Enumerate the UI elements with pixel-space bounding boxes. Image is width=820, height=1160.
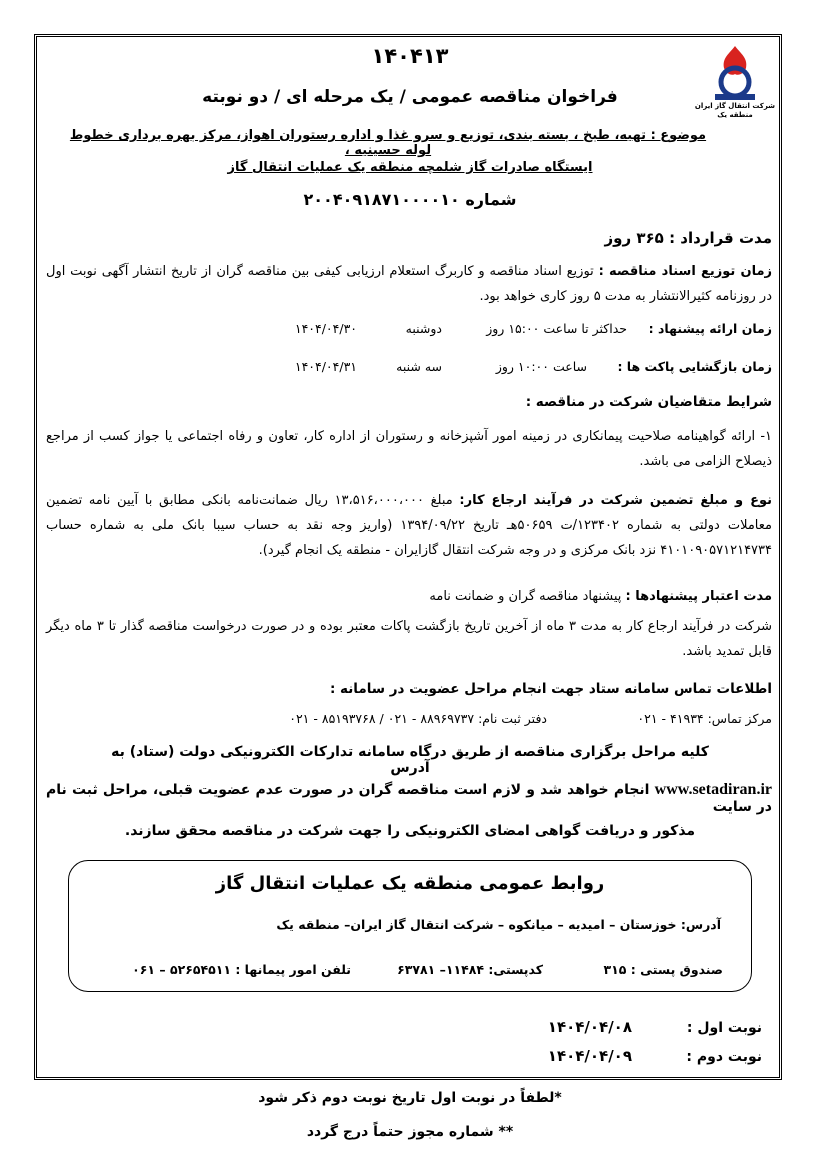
note-1: *لطفاً در نوبت اول تاریخ نوبت دوم ذکر شود (258, 1090, 562, 1106)
opening-time: ساعت ۱۰:۰۰ روز (495, 359, 587, 374)
setad-call-center: مرکز تماس: ۴۱۹۳۴ - ۰۲۱ (637, 711, 772, 726)
opening-day: سه شنبه (396, 359, 442, 374)
validity-label: مدت اعتبار پیشنهادها : (625, 589, 772, 604)
pr-contracts-phone: تلفن امور پیمانها : ۵۲۶۵۴۵۱۱ – ۰۶۱ (132, 962, 351, 977)
logo-caption-region: منطقه یک (717, 111, 753, 119)
note-2: ** شماره مجوز حتماً درج گردد (306, 1124, 514, 1140)
distribution-text: توزیع اسناد مناقصه و کاربرگ استعلام ارزیابی کیفی بین مناقصه گران از تاریخ انتشار آگهی نوبت اول در روزنامه کثیرالانتشار به مدت ۵ روز کاری خواهد بود. (46, 264, 772, 304)
public-relations-box (68, 860, 752, 992)
setad-line-2 (46, 781, 772, 815)
contract-duration-value: ۳۶۵ روز (604, 229, 664, 247)
setad-contact-heading: اطلاعات تماس سامانه ستاد جهت انجام مراحل عضویت در سامانه : (329, 681, 772, 697)
opening-row (46, 359, 772, 383)
opening-date: ۱۴۰۴/۰۴/۳۱ (294, 359, 357, 374)
condition-item-1: ۱- ارائه گواهینامه صلاحیت پیمانکاری در زمینه امور آشپزخانه و رستوران از اداره کار، تعاون و رفاه اجتماعی یا جواز کسب از مراجع ذیصلاح الزامی می باشد. (46, 429, 772, 469)
flame-logo-icon (708, 44, 762, 102)
guarantee-text: مبلغ ۱۳،۵۱۶،۰۰۰،۰۰۰ ریال ضمانت‌نامه بانکی مطابق با آیین نامه تضمین معاملات دولتی به شماره ۱۲۳۴۰۲/ت ۵۰۶۵۹هـ تاریخ ۱۳۹۴/۰۹/۲۲ (واریز وجه نقد به حساب سیبا بانک ملی به شماره حساب ۴۱۰۱۰۹۰۵۷۱۲۱۴۷۳۴ نزد بانک مرکزی و در وجه شرکت انتقال گازایران - منطقه یک انجام گیرد). (46, 493, 772, 558)
guarantee-paragraph (46, 488, 772, 563)
tender-title: فراخوان مناقصه عمومی / یک مرحله ای / دو نوبته (202, 87, 618, 107)
distribution-label: زمان توزیع اسناد مناقصه : (598, 264, 772, 279)
validity-detail: شرکت در فرآیند ارجاع کار به مدت ۳ ماه از آخرین تاریخ بازگشت پاکات معتبر بوده و در صورت درخواست مناقصه گذار تا ۳ ماه دیگر قابل تمدید باشد. (46, 619, 773, 659)
setad-url-link[interactable]: www.setadiran.ir (654, 781, 772, 798)
pr-box-title: روابط عمومی منطقه یک عملیات انتقال گاز (215, 873, 605, 894)
distribution-paragraph (46, 259, 772, 309)
opening-label: زمان بازگشایی پاکت ها : (617, 359, 772, 374)
setad-line-3: مذکور و دریافت گواهی امضای الکترونیکی را جهت شرکت در مناقصه محقق سازند. (124, 823, 696, 839)
submission-row (46, 321, 772, 345)
second-publication-label: نوبت دوم : (686, 1049, 762, 1065)
tender-number: ۱۴۰۴۱۳ (371, 44, 449, 68)
submission-day: دوشنبه (405, 321, 442, 336)
pr-address: آدرس: خوزستان – امیدیه – میانکوه – شرکت انتقال گاز ایران– منطقه یک (276, 917, 721, 932)
second-publication-date: ۱۴۰۴/۰۴/۰۹ (547, 1047, 632, 1065)
submission-label: زمان ارائه پیشنهاد : (648, 321, 772, 336)
subject-line-2: ایستگاه صادرات گاز شلمچه منطقه یک عملیات انتقال گاز (227, 160, 593, 175)
guarantee-label: نوع و مبلغ تضمین شرکت در فرآیند ارجاع کار: (459, 493, 772, 508)
tender-serial-number: شماره ۲۰۰۴۰۹۱۸۷۱۰۰۰۰۱۰ (303, 190, 517, 209)
submission-time: حداکثر تا ساعت ۱۵:۰۰ روز (486, 321, 627, 336)
contract-duration (605, 229, 772, 247)
pr-po-box: صندوق پستی : ۳۱۵ (603, 962, 723, 977)
validity-paragraph (46, 584, 772, 609)
logo-caption: شرکت انتقال گاز ایران (694, 102, 776, 110)
contract-duration-label: مدت قرارداد : (669, 229, 772, 247)
setad-registration-office: دفتر ثبت نام: ۸۸۹۶۹۷۳۷ - ۰۲۱ / ۸۵۱۹۳۷۶۸ - ۰۲۱ (289, 711, 547, 726)
validity-text: پیشنهاد مناقصه گران و ضمانت نامه (429, 589, 626, 604)
pr-postal-code: کدپستی: ۱۱۴۸۴– ۶۳۷۸۱ (397, 962, 543, 977)
submission-date: ۱۴۰۴/۰۴/۳۰ (294, 321, 357, 336)
setad-line-1: کلیه مراحل برگزاری مناقصه از طریق درگاه سامانه تدارکات الکترونیکی دولت (ستاد) به آدرس (111, 744, 709, 776)
setad-line-2-text: انجام خواهد شد و لازم است مناقصه گران در صورت عدم عضویت قبلی، مراحل ثبت نام در سایت (46, 782, 772, 815)
first-publication-label: نوبت اول : (686, 1020, 762, 1036)
setad-contact-row (46, 711, 772, 733)
subject-line: موضوع : تهیه، طبخ ، بسته بندی، توزیع و سرو غذا و اداره رستوران اهواز، مرکز بهره برداری خطوط لوله حسینیه ، (69, 128, 707, 158)
first-publication-date: ۱۴۰۴/۰۴/۰۸ (547, 1018, 632, 1036)
conditions-heading: شرایط متقاضیان شرکت در مناقصه : (525, 394, 772, 410)
